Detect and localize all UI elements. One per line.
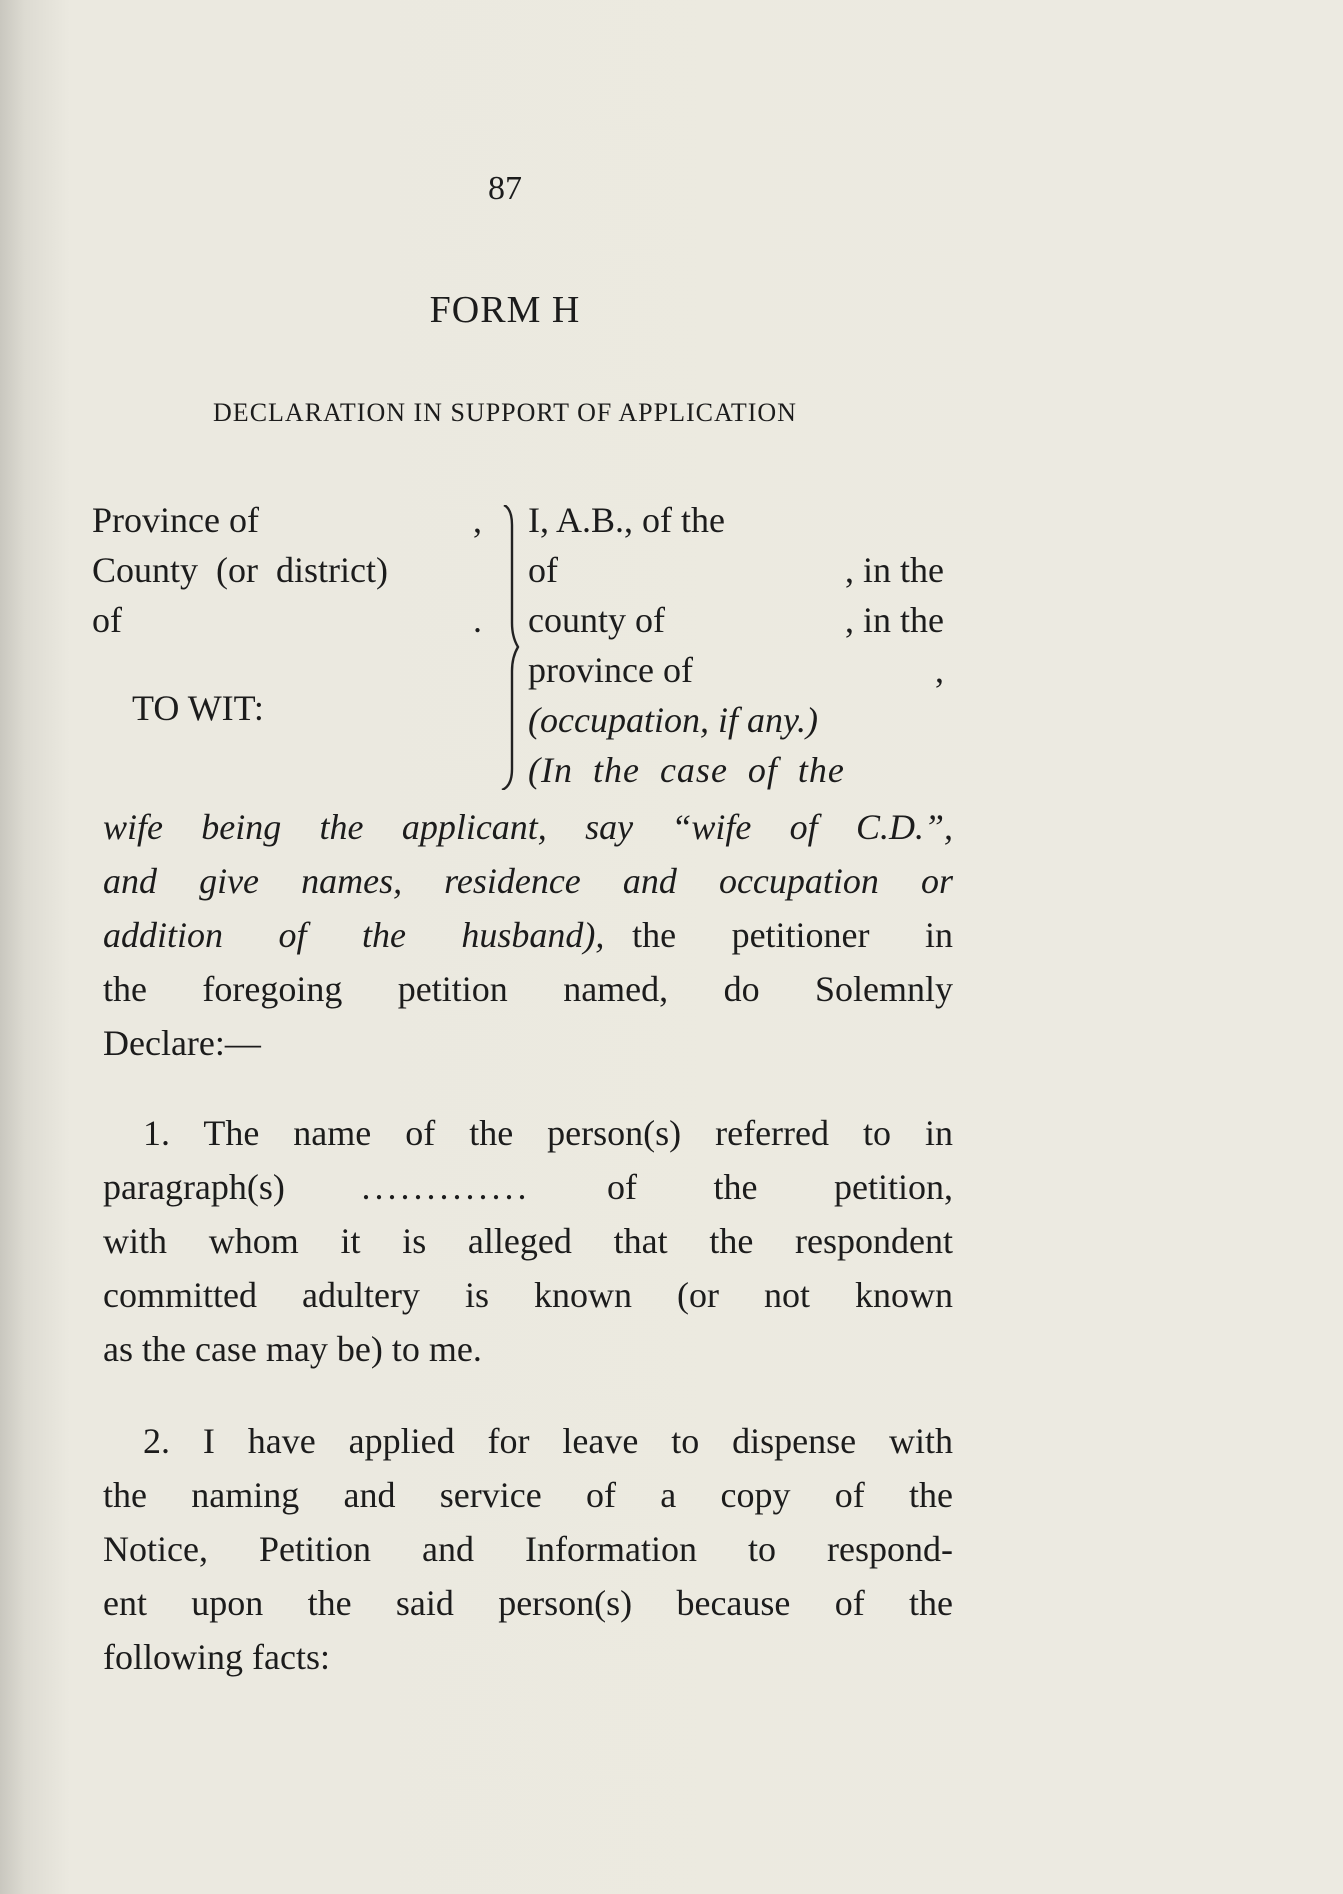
caption-county-label: County (or district) bbox=[92, 550, 388, 590]
declarant-line-2-end: , in the bbox=[845, 550, 944, 590]
para1-line-2-start: paragraph(s) bbox=[103, 1167, 285, 1207]
caption-of-label: of bbox=[92, 600, 122, 640]
continuation-line-3-rest: the petitioner in bbox=[604, 915, 953, 955]
form-subtitle: DECLARATION IN SUPPORT OF APPLICATION bbox=[213, 398, 797, 427]
caption-of bbox=[92, 595, 492, 645]
continuation-line-3 bbox=[103, 908, 953, 962]
caption-of-punct: . bbox=[473, 600, 482, 640]
paragraph-1 bbox=[103, 1106, 953, 1376]
para2-line-2: the naming and service of a copy of the bbox=[103, 1475, 953, 1515]
paragraph-2 bbox=[103, 1414, 953, 1684]
declarant-block bbox=[528, 495, 944, 795]
declarant-line-2 bbox=[528, 545, 944, 595]
para1-line-4: committed adultery is known (or not known bbox=[103, 1275, 953, 1315]
declarant-line-1: I, A.B., of the bbox=[528, 500, 725, 540]
para1-line-2 bbox=[103, 1160, 953, 1214]
venue-caption bbox=[92, 495, 492, 733]
para2-line-5: following facts: bbox=[103, 1637, 330, 1677]
para1-line-2-dots: ............. bbox=[361, 1167, 531, 1207]
declarant-line-3-end: , in the bbox=[845, 600, 944, 640]
form-title: FORM H bbox=[429, 289, 581, 331]
declarant-line-2-start: of bbox=[528, 550, 558, 590]
caption-province-punct: , bbox=[473, 500, 482, 540]
para2-line-4: ent upon the said person(s) because of the bbox=[103, 1583, 953, 1623]
para2-line-3: Notice, Petition and Information to respond- bbox=[103, 1529, 953, 1569]
continuation-line-5: Declare:— bbox=[103, 1023, 261, 1063]
para1-line-2-end: of the petition, bbox=[606, 1167, 953, 1207]
caption-province-label: Province of bbox=[92, 500, 259, 540]
continuation-line-2: and give names, residence and occupation or bbox=[103, 861, 953, 901]
continuation-line-3-italic: addition of the husband), bbox=[103, 915, 605, 955]
continuation-line-1: wife being the applicant, say “wife of C.D.”, bbox=[103, 807, 953, 847]
caption-to-wit: TO WIT: bbox=[132, 688, 264, 728]
page-number: 87 bbox=[488, 170, 522, 207]
declarant-line-6: (In the case of the bbox=[528, 750, 845, 790]
declaration-continuation bbox=[103, 800, 953, 1070]
declarant-line-3-start: county of bbox=[528, 600, 665, 640]
declarant-line-5: (occupation, if any.) bbox=[528, 700, 818, 740]
para2-line-1: 2. I have applied for leave to dispense with bbox=[143, 1421, 953, 1461]
continuation-line-4: the foregoing petition named, do Solemnly bbox=[103, 969, 953, 1009]
declarant-line-4-end: , bbox=[935, 650, 944, 690]
para1-line-5: as the case may be) to me. bbox=[103, 1329, 482, 1369]
brace-divider bbox=[496, 505, 520, 790]
declarant-line-4 bbox=[528, 645, 944, 695]
para1-line-1: 1. The name of the person(s) referred to in bbox=[143, 1113, 953, 1153]
declarant-line-3 bbox=[528, 595, 944, 645]
caption-province bbox=[92, 495, 492, 545]
caption-county bbox=[92, 545, 492, 595]
declarant-line-4-start: province of bbox=[528, 650, 693, 690]
para1-line-3: with whom it is alleged that the respondent bbox=[103, 1221, 953, 1261]
